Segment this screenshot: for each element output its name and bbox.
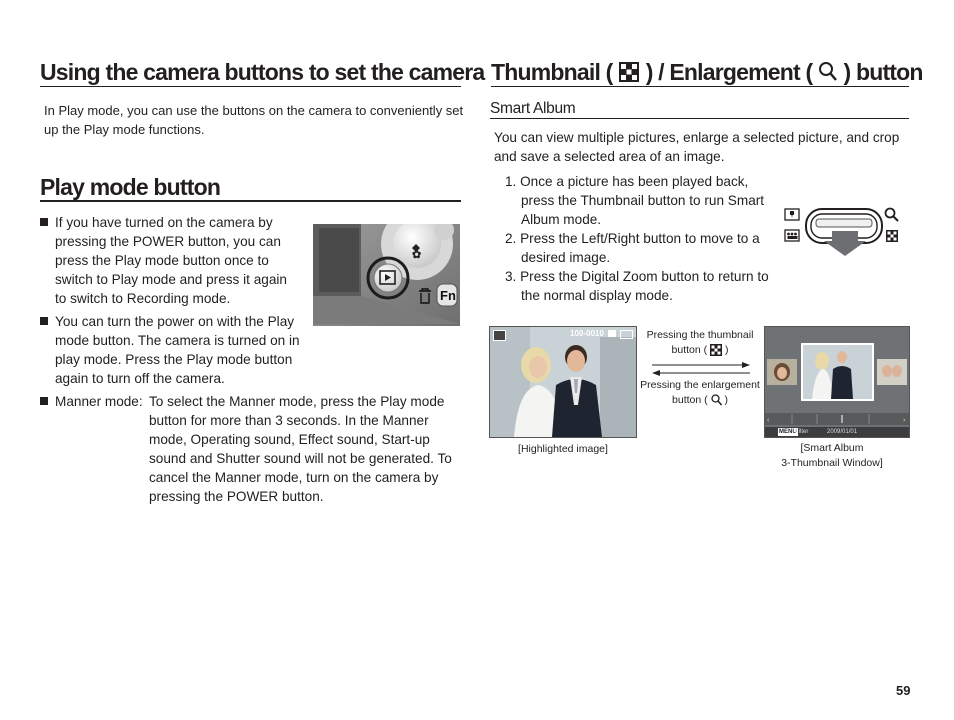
magnifier-icon — [711, 394, 722, 411]
section-title-play-mode: Play mode button — [40, 174, 221, 200]
smart-album-screen — [764, 326, 910, 438]
title-part: Thumbnail ( — [491, 59, 613, 85]
bullet-text: If you have turned on the camera by pressing the POWER button, you can press the Play mode button once to switch to Play mode and press it again to switch to Recording mode. — [55, 215, 287, 306]
subsection-underline — [490, 118, 909, 119]
bullet-item — [40, 312, 308, 388]
subsection-title: Smart Album — [490, 100, 576, 117]
section-title-thumbnail — [491, 59, 923, 88]
bullet-square-icon — [40, 317, 48, 325]
wide-icon — [785, 209, 799, 220]
title-underline — [40, 86, 461, 87]
thumbnail-grid-icon — [710, 344, 722, 361]
svg-text:✿: ✿ — [412, 249, 422, 261]
steps-list — [505, 172, 780, 305]
list-item: 1. Once a picture has been played back, press the Thumbnail button to run Smart Album mode. — [505, 174, 765, 227]
zoom-lever-illustration — [782, 205, 904, 259]
battery-icon — [620, 330, 633, 339]
svg-text:Fn: Fn — [440, 288, 456, 303]
section-intro: In Play mode, you can use the buttons on the camera to conveniently set up the Play mode functions. — [44, 103, 464, 137]
thumbnail-grid-icon — [886, 230, 898, 242]
section-intro: You can view multiple pictures, enlarge a selected picture, and crop and save a selected area of an image. — [494, 130, 900, 164]
list-item: 2. Press the Left/Right button to move to a desired image. — [505, 231, 760, 265]
bullet-label: Manner mode: — [55, 394, 143, 409]
page-number: 59 — [896, 683, 911, 698]
magnifier-icon — [886, 209, 899, 222]
svg-text:‹: ‹ — [767, 417, 770, 424]
protect-icon — [608, 330, 616, 337]
title-underline — [40, 200, 461, 202]
album-filter: Filter — [795, 429, 809, 435]
enlargement-press-label: Pressing the enlargement button ( ) — [636, 378, 764, 411]
highlighted-image-screen — [489, 326, 637, 438]
album-date: 2009/01/01 — [827, 429, 858, 435]
bullet-text: You can turn the power on with the Play mode button. The camera is turned on in play mode. Press the Play mode button again to turn off the camera. — [55, 314, 300, 386]
camera-back-photo — [313, 224, 460, 326]
svg-text:›: › — [903, 417, 906, 424]
title-part: ) / Enlargement ( — [645, 59, 813, 85]
thumbnail-grid-icon — [618, 61, 640, 88]
play-icon — [493, 330, 506, 341]
caption-smart-album: [Smart Album 3-Thumbnail Window] — [781, 442, 883, 469]
tele-icon — [785, 230, 799, 241]
bullet-item — [40, 392, 465, 506]
bullet-square-icon — [40, 397, 48, 405]
menu-badge: MENU — [779, 429, 797, 435]
title-part: ) button — [843, 59, 923, 85]
caption-highlighted-image: [Highlighted image] — [518, 443, 608, 455]
section-title-camera-buttons: Using the camera buttons to set the camera — [40, 59, 485, 85]
file-number: 100-0010 — [570, 329, 604, 338]
bullet-text: To select the Manner mode, press the Play mode button for more than 3 seconds. In the Manner mode, Operating sound, Effect sound, Start-up sound and Shutter sound will not be generated. To cancel the Manner mode, turn on the camera by pressing the POWER button. — [149, 394, 452, 504]
thumbnail-press-label: Pressing the thumbnail button ( ) — [636, 328, 764, 361]
list-item: 3. Press the Digital Zoom button to return to the normal display mode. — [505, 269, 769, 303]
title-underline — [491, 86, 909, 87]
magnifier-icon — [818, 61, 838, 88]
bullet-square-icon — [40, 218, 48, 226]
arrows — [650, 361, 752, 377]
bullet-item — [40, 213, 295, 308]
